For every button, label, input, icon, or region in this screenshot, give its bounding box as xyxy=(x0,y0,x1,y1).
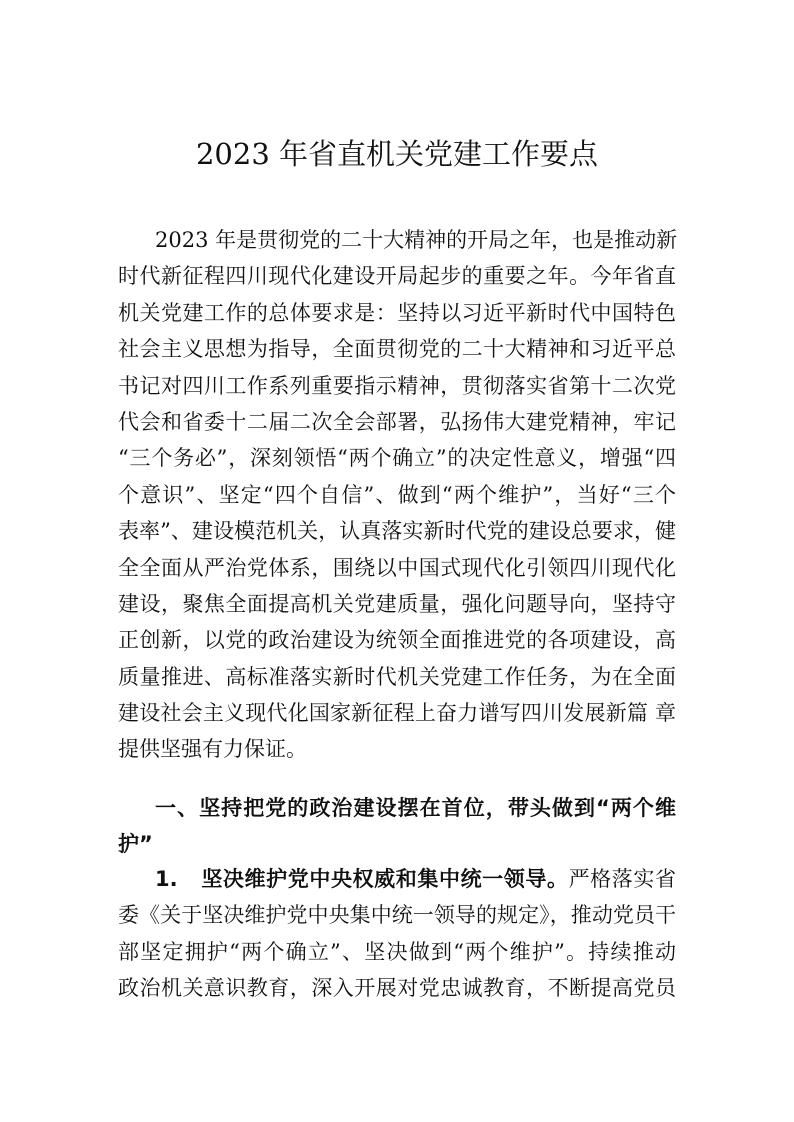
item-1-paragraph xyxy=(118,861,676,1007)
paragraph-line: 委《关于坚决维护党中央集中统一领导的规定》，推动党员干 xyxy=(118,903,676,928)
paragraph-line: 个意识”、坚定“四个自信”、做到“两个维护”，当好“三个 xyxy=(118,482,676,507)
heading-line: 护” xyxy=(118,832,153,857)
paragraph-line: 时代新征程四川现代化建设开局起步的重要之年。今年省直 xyxy=(118,264,676,289)
paragraph-line xyxy=(118,861,676,897)
item-1-lead-rest: 严格落实省 xyxy=(568,867,676,891)
paragraph-line: 2023 年是贯彻党的二十大精神的开局之年，也是推动新 xyxy=(155,228,678,252)
paragraph-line: 建设，聚焦全面提高机关党建质量，强化问题导向，坚持守 xyxy=(118,591,676,616)
paragraph-line: 书记对四川工作系列重要指示精神，贯彻落实省第十二次党 xyxy=(118,373,676,398)
paragraph-line: “三个务必”，深刻领悟“两个确立”的决定性意义，增强“四 xyxy=(118,446,676,471)
paragraph-line: 质量推进、高标准落实新时代机关党建工作任务，为在全面 xyxy=(118,664,676,689)
item-1-lead: 1. 坚决维护党中央权威和集中统一领导。 xyxy=(155,867,569,891)
paragraph-line: 机关党建工作的总体要求是：坚持以习近平新时代中国特色 xyxy=(118,300,676,325)
section-heading xyxy=(118,790,676,863)
heading-line: 一、坚持把党的政治建设摆在首位，带头做到“两个维 xyxy=(155,796,676,820)
paragraph-line: 部坚定拥护“两个确立”、坚决做到“两个维护”。持续推动 xyxy=(118,939,676,964)
paragraph-line: 政治机关意识教育，深入开展对党忠诚教育，不断提高党员 xyxy=(118,976,676,1001)
paragraph-line: 提供坚强有力保证。 xyxy=(118,737,307,762)
intro-paragraph xyxy=(118,222,676,768)
paragraph-line: 社会主义思想为指导，全面贯彻党的二十大精神和习近平总 xyxy=(118,337,676,362)
paragraph-line: 全全面从严治党体系，围绕以中国式现代化引领四川现代化 xyxy=(118,555,676,580)
paragraph-line: 正创新，以党的政治建设为统领全面推进党的各项建设，高 xyxy=(118,628,676,653)
paragraph-line: 建设社会主义现代化国家新征程上奋力谱写四川发展新篇 章 xyxy=(118,701,676,726)
paragraph-line: 代会和省委十二届二次全会部署，弘扬伟大建党精神，牢记 xyxy=(118,409,676,434)
document-title: 2023 年省直机关党建工作要点 xyxy=(195,137,599,171)
paragraph-line: 表率”、建设模范机关，认真落实新时代党的建设总要求，健 xyxy=(118,519,676,544)
